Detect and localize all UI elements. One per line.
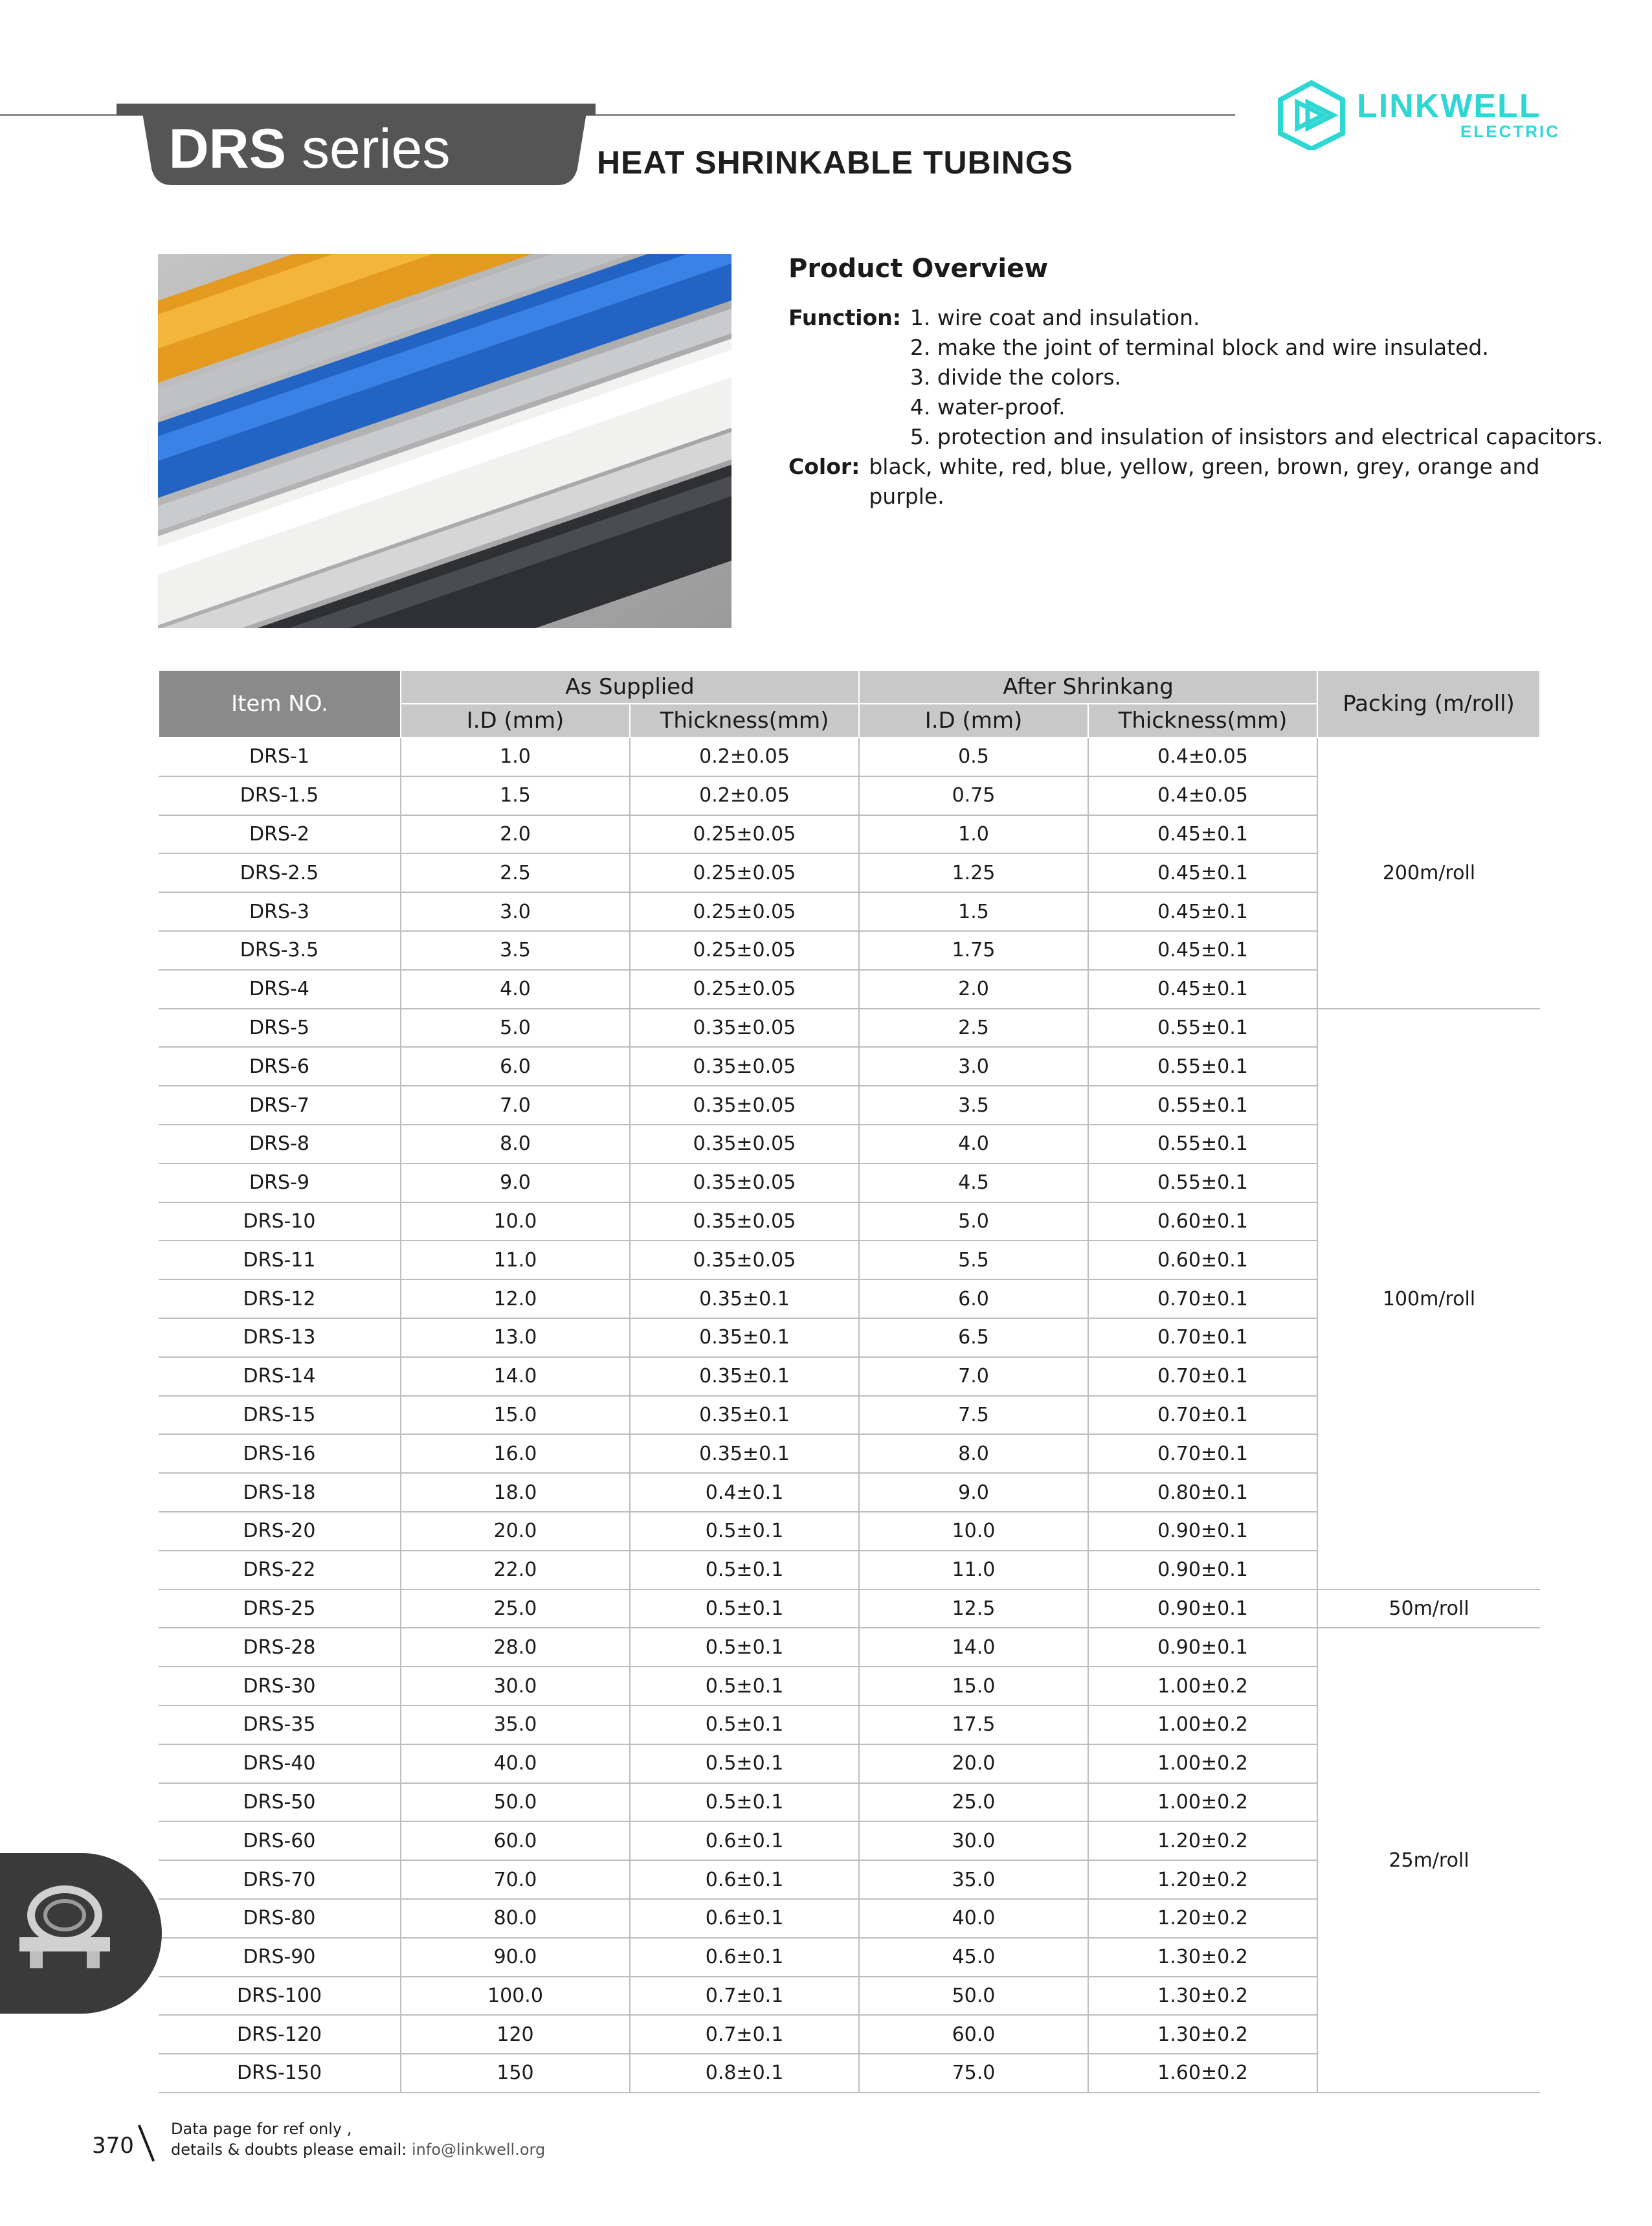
cell-supplied-thickness: 0.8±0.1 (630, 2054, 859, 2093)
cell-supplied-id: 70.0 (401, 1860, 630, 1899)
table-row (159, 1009, 1540, 1048)
cell-after-id: 5.0 (859, 1202, 1088, 1241)
cell-item-no: DRS-22 (159, 1551, 401, 1590)
header-supplied-id: I.D (mm) (401, 704, 630, 737)
cell-supplied-id: 3.5 (401, 931, 630, 970)
cell-after-thickness: 1.00±0.2 (1088, 1744, 1317, 1783)
cell-after-id: 7.0 (859, 1357, 1088, 1396)
cell-after-id: 3.0 (859, 1047, 1088, 1086)
cell-item-no: DRS-10 (159, 1202, 401, 1241)
table-row (159, 737, 1540, 776)
cell-after-thickness: 0.70±0.1 (1088, 1318, 1317, 1357)
cell-after-id: 12.5 (859, 1590, 1088, 1628)
linkwell-logo (1273, 79, 1560, 150)
cell-after-id: 50.0 (859, 1977, 1088, 2016)
function-item: 4. water-proof. (910, 394, 1066, 420)
cell-packing: 100m/roll (1317, 1009, 1540, 1590)
cell-supplied-thickness: 0.5±0.1 (630, 1551, 859, 1590)
cell-supplied-id: 8.0 (401, 1125, 630, 1164)
cell-item-no: DRS-50 (159, 1783, 401, 1822)
cell-after-id: 2.5 (859, 1009, 1088, 1048)
cell-item-no: DRS-1.5 (159, 776, 401, 815)
cell-after-id: 3.5 (859, 1086, 1088, 1125)
cell-supplied-id: 90.0 (401, 1938, 630, 1977)
cell-supplied-thickness: 0.2±0.05 (630, 776, 859, 815)
cell-supplied-thickness: 0.5±0.1 (630, 1628, 859, 1667)
cell-item-no: DRS-100 (159, 1977, 401, 2016)
cell-after-thickness: 1.00±0.2 (1088, 1667, 1317, 1705)
cell-after-thickness: 0.70±0.1 (1088, 1357, 1317, 1396)
logo-name: LINKWELL (1357, 87, 1541, 125)
cell-after-thickness: 0.45±0.1 (1088, 853, 1317, 892)
cell-packing: 50m/roll (1317, 1590, 1540, 1628)
footer-note (171, 2119, 545, 2160)
header-packing: Packing (m/roll) (1317, 670, 1540, 737)
cell-supplied-thickness: 0.35±0.05 (630, 1009, 859, 1048)
cell-supplied-thickness: 0.5±0.1 (630, 1667, 859, 1705)
cell-supplied-id: 1.0 (401, 737, 630, 776)
cell-item-no: DRS-40 (159, 1744, 401, 1783)
cell-supplied-thickness: 0.7±0.1 (630, 1977, 859, 2016)
cell-supplied-thickness: 0.35±0.05 (630, 1241, 859, 1279)
cell-after-thickness: 0.90±0.1 (1088, 1512, 1317, 1551)
cell-after-thickness: 0.4±0.05 (1088, 776, 1317, 815)
cell-supplied-thickness: 0.5±0.1 (630, 1590, 859, 1628)
header-after-thickness: Thickness(mm) (1088, 704, 1317, 737)
cell-after-thickness: 0.55±0.1 (1088, 1047, 1317, 1086)
cell-after-thickness: 0.45±0.1 (1088, 931, 1317, 970)
cell-after-id: 4.0 (859, 1125, 1088, 1164)
cell-supplied-thickness: 0.4±0.1 (630, 1473, 859, 1512)
cell-after-id: 0.75 (859, 776, 1088, 815)
cell-supplied-thickness: 0.35±0.1 (630, 1434, 859, 1473)
cell-supplied-id: 7.0 (401, 1086, 630, 1125)
cell-after-thickness: 1.00±0.2 (1088, 1783, 1317, 1822)
cell-after-id: 1.0 (859, 815, 1088, 854)
cell-item-no: DRS-30 (159, 1667, 401, 1705)
function-section (788, 303, 1604, 452)
cell-after-id: 1.25 (859, 853, 1088, 892)
cell-after-id: 1.75 (859, 931, 1088, 970)
cell-supplied-id: 10.0 (401, 1202, 630, 1241)
cell-supplied-thickness: 0.25±0.05 (630, 892, 859, 931)
cell-supplied-id: 14.0 (401, 1357, 630, 1396)
function-item: 3. divide the colors. (910, 365, 1122, 390)
cell-after-thickness: 0.60±0.1 (1088, 1241, 1317, 1279)
cell-supplied-id: 6.0 (401, 1047, 630, 1086)
cell-packing: 200m/roll (1317, 737, 1540, 1009)
cell-supplied-thickness: 0.6±0.1 (630, 1938, 859, 1977)
cell-after-thickness: 1.30±0.2 (1088, 1977, 1317, 2016)
cell-supplied-thickness: 0.35±0.05 (630, 1164, 859, 1202)
cell-after-thickness: 0.90±0.1 (1088, 1551, 1317, 1590)
cell-supplied-thickness: 0.6±0.1 (630, 1821, 859, 1860)
cell-item-no: DRS-35 (159, 1705, 401, 1744)
footer-email[interactable]: info@linkwell.org (412, 2141, 546, 2159)
table-row (159, 1628, 1540, 1667)
cell-after-id: 8.0 (859, 1434, 1088, 1473)
cell-supplied-id: 50.0 (401, 1783, 630, 1822)
cell-after-thickness: 1.30±0.2 (1088, 2015, 1317, 2054)
function-list (901, 303, 1603, 452)
cell-supplied-thickness: 0.5±0.1 (630, 1744, 859, 1783)
cell-item-no: DRS-120 (159, 2015, 401, 2054)
cell-supplied-id: 13.0 (401, 1318, 630, 1357)
cell-supplied-id: 18.0 (401, 1473, 630, 1512)
cell-after-id: 17.5 (859, 1705, 1088, 1744)
cell-after-thickness: 0.90±0.1 (1088, 1628, 1317, 1667)
cell-after-thickness: 0.55±0.1 (1088, 1164, 1317, 1202)
overview-title: Product Overview (788, 254, 1049, 284)
cell-after-id: 45.0 (859, 1938, 1088, 1977)
cell-supplied-id: 5.0 (401, 1009, 630, 1048)
cell-supplied-id: 20.0 (401, 1512, 630, 1551)
cell-supplied-id: 30.0 (401, 1667, 630, 1705)
cell-supplied-id: 16.0 (401, 1434, 630, 1473)
cell-supplied-thickness: 0.35±0.05 (630, 1086, 859, 1125)
cell-item-no: DRS-11 (159, 1241, 401, 1279)
cell-supplied-thickness: 0.5±0.1 (630, 1512, 859, 1551)
cell-after-thickness: 0.55±0.1 (1088, 1086, 1317, 1125)
cell-after-thickness: 0.80±0.1 (1088, 1473, 1317, 1512)
cell-after-id: 4.5 (859, 1164, 1088, 1202)
cell-item-no: DRS-60 (159, 1821, 401, 1860)
cell-item-no: DRS-16 (159, 1434, 401, 1473)
cell-after-id: 35.0 (859, 1860, 1088, 1899)
cell-supplied-thickness: 0.25±0.05 (630, 970, 859, 1009)
spec-table (158, 669, 1541, 2093)
function-label: Function: (788, 305, 901, 330)
cell-item-no: DRS-7 (159, 1086, 401, 1125)
cell-item-no: DRS-25 (159, 1590, 401, 1628)
cell-after-id: 1.5 (859, 892, 1088, 931)
cell-item-no: DRS-8 (159, 1125, 401, 1164)
cell-supplied-id: 9.0 (401, 1164, 630, 1202)
footer-line-1: Data page for ref only , (171, 2120, 352, 2138)
cell-after-id: 9.0 (859, 1473, 1088, 1512)
cell-supplied-thickness: 0.35±0.05 (630, 1125, 859, 1164)
cell-item-no: DRS-15 (159, 1396, 401, 1435)
color-list: black, white, red, blue, yellow, green, brown, grey, orange and purple. (869, 454, 1540, 509)
cell-supplied-thickness: 0.6±0.1 (630, 1860, 859, 1899)
cell-after-thickness: 0.45±0.1 (1088, 892, 1317, 931)
cell-supplied-id: 22.0 (401, 1551, 630, 1590)
function-item: 1. wire coat and insulation. (910, 305, 1200, 330)
cell-after-thickness: 1.60±0.2 (1088, 2054, 1317, 2093)
color-label: Color: (788, 454, 860, 479)
cell-item-no: DRS-90 (159, 1938, 401, 1977)
cell-after-id: 6.0 (859, 1279, 1088, 1318)
page-heading: HEAT SHRINKABLE TUBINGS (597, 144, 1073, 181)
cell-after-thickness: 1.20±0.2 (1088, 1899, 1317, 1938)
cell-item-no: DRS-14 (159, 1357, 401, 1396)
cell-after-id: 11.0 (859, 1551, 1088, 1590)
function-item: 2. make the joint of terminal block and wire insulated. (910, 335, 1489, 360)
cell-item-no: DRS-2 (159, 815, 401, 854)
cell-after-thickness: 0.60±0.1 (1088, 1202, 1317, 1241)
footer-line-2: details & doubts please email: info@linkwell.org (171, 2141, 546, 2159)
cell-after-id: 60.0 (859, 2015, 1088, 2054)
cell-supplied-thickness: 0.35±0.1 (630, 1279, 859, 1318)
header-supplied-thickness: Thickness(mm) (630, 704, 859, 737)
cell-after-thickness: 0.70±0.1 (1088, 1434, 1317, 1473)
cell-item-no: DRS-80 (159, 1899, 401, 1938)
cell-item-no: DRS-18 (159, 1473, 401, 1512)
cell-supplied-id: 4.0 (401, 970, 630, 1009)
cell-after-thickness: 1.30±0.2 (1088, 1938, 1317, 1977)
cell-supplied-id: 80.0 (401, 1899, 630, 1938)
cell-after-id: 14.0 (859, 1628, 1088, 1667)
cell-after-id: 6.5 (859, 1318, 1088, 1357)
cell-item-no: DRS-70 (159, 1860, 401, 1899)
cell-item-no: DRS-2.5 (159, 853, 401, 892)
cell-supplied-thickness: 0.5±0.1 (630, 1705, 859, 1744)
cell-after-id: 7.5 (859, 1396, 1088, 1435)
cell-supplied-thickness: 0.35±0.1 (630, 1357, 859, 1396)
cell-supplied-thickness: 0.5±0.1 (630, 1783, 859, 1822)
table-row (159, 1590, 1540, 1628)
cell-item-no: DRS-28 (159, 1628, 401, 1667)
cell-after-thickness: 1.20±0.2 (1088, 1821, 1317, 1860)
footer-divider (138, 2124, 155, 2161)
cell-after-id: 5.5 (859, 1241, 1088, 1279)
cell-item-no: DRS-5 (159, 1009, 401, 1048)
cell-after-id: 2.0 (859, 970, 1088, 1009)
cell-after-thickness: 0.55±0.1 (1088, 1125, 1317, 1164)
cell-after-id: 15.0 (859, 1667, 1088, 1705)
cell-supplied-id: 15.0 (401, 1396, 630, 1435)
cell-after-id: 20.0 (859, 1744, 1088, 1783)
cell-after-id: 30.0 (859, 1821, 1088, 1860)
cell-item-no: DRS-1 (159, 737, 401, 776)
page-number: 370 (92, 2133, 134, 2159)
cell-supplied-id: 2.0 (401, 815, 630, 854)
header-item-no: Item NO. (159, 670, 401, 737)
cell-item-no: DRS-9 (159, 1164, 401, 1202)
cell-supplied-thickness: 0.25±0.05 (630, 853, 859, 892)
cell-supplied-thickness: 0.7±0.1 (630, 2015, 859, 2054)
cell-after-thickness: 0.55±0.1 (1088, 1009, 1317, 1048)
cell-supplied-thickness: 0.35±0.05 (630, 1202, 859, 1241)
cell-supplied-thickness: 0.25±0.05 (630, 931, 859, 970)
cell-supplied-thickness: 0.35±0.05 (630, 1047, 859, 1086)
cell-item-no: DRS-12 (159, 1279, 401, 1318)
cell-item-no: DRS-150 (159, 2054, 401, 2093)
cell-supplied-id: 1.5 (401, 776, 630, 815)
cell-after-id: 40.0 (859, 1899, 1088, 1938)
cell-item-no: DRS-13 (159, 1318, 401, 1357)
header-as-supplied: As Supplied (401, 670, 859, 704)
cell-after-thickness: 0.45±0.1 (1088, 815, 1317, 854)
cell-after-thickness: 0.70±0.1 (1088, 1279, 1317, 1318)
cell-supplied-thickness: 0.6±0.1 (630, 1899, 859, 1938)
cell-supplied-id: 40.0 (401, 1744, 630, 1783)
cell-supplied-thickness: 0.35±0.1 (630, 1396, 859, 1435)
spec-table-body (159, 737, 1540, 2093)
cell-supplied-thickness: 0.35±0.1 (630, 1318, 859, 1357)
cell-after-id: 0.5 (859, 737, 1088, 776)
logo-subtitle: ELECTRIC (1460, 122, 1560, 141)
color-section (788, 452, 1604, 512)
cell-supplied-thickness: 0.25±0.05 (630, 815, 859, 854)
header-after-shrinkang: After Shrinkang (859, 670, 1317, 704)
cell-supplied-id: 150 (401, 2054, 630, 2093)
cell-supplied-id: 11.0 (401, 1241, 630, 1279)
cell-supplied-id: 100.0 (401, 1977, 630, 2016)
cell-supplied-thickness: 0.2±0.05 (630, 737, 859, 776)
product-overview (788, 254, 1604, 512)
cell-after-thickness: 1.00±0.2 (1088, 1705, 1317, 1744)
cell-supplied-id: 3.0 (401, 892, 630, 931)
cell-item-no: DRS-4 (159, 970, 401, 1009)
cable-clamp-icon (0, 1853, 162, 2014)
cell-supplied-id: 35.0 (401, 1705, 630, 1744)
cell-supplied-id: 12.0 (401, 1279, 630, 1318)
header-after-id: I.D (mm) (859, 704, 1088, 737)
cell-supplied-id: 60.0 (401, 1821, 630, 1860)
cell-after-thickness: 0.45±0.1 (1088, 970, 1317, 1009)
cell-after-thickness: 0.90±0.1 (1088, 1590, 1317, 1628)
cell-item-no: DRS-3.5 (159, 931, 401, 970)
cell-after-thickness: 1.20±0.2 (1088, 1860, 1317, 1899)
cell-after-id: 75.0 (859, 2054, 1088, 2093)
cell-item-no: DRS-20 (159, 1512, 401, 1551)
cell-after-thickness: 0.4±0.05 (1088, 737, 1317, 776)
cell-after-thickness: 0.70±0.1 (1088, 1396, 1317, 1435)
cell-packing: 25m/roll (1317, 1628, 1540, 2093)
cell-supplied-id: 28.0 (401, 1628, 630, 1667)
function-item: 5. protection and insulation of insistors and electrical capacitors. (910, 424, 1603, 449)
cell-after-id: 25.0 (859, 1783, 1088, 1822)
side-tab (0, 1853, 162, 2014)
cell-supplied-id: 2.5 (401, 853, 630, 892)
cell-item-no: DRS-6 (159, 1047, 401, 1086)
cell-after-id: 10.0 (859, 1512, 1088, 1551)
logo-mark-icon (1273, 79, 1350, 150)
cell-item-no: DRS-3 (159, 892, 401, 931)
cell-supplied-id: 25.0 (401, 1590, 630, 1628)
product-photo (158, 254, 731, 628)
series-title: DRS series (168, 118, 451, 180)
cell-supplied-id: 120 (401, 2015, 630, 2054)
